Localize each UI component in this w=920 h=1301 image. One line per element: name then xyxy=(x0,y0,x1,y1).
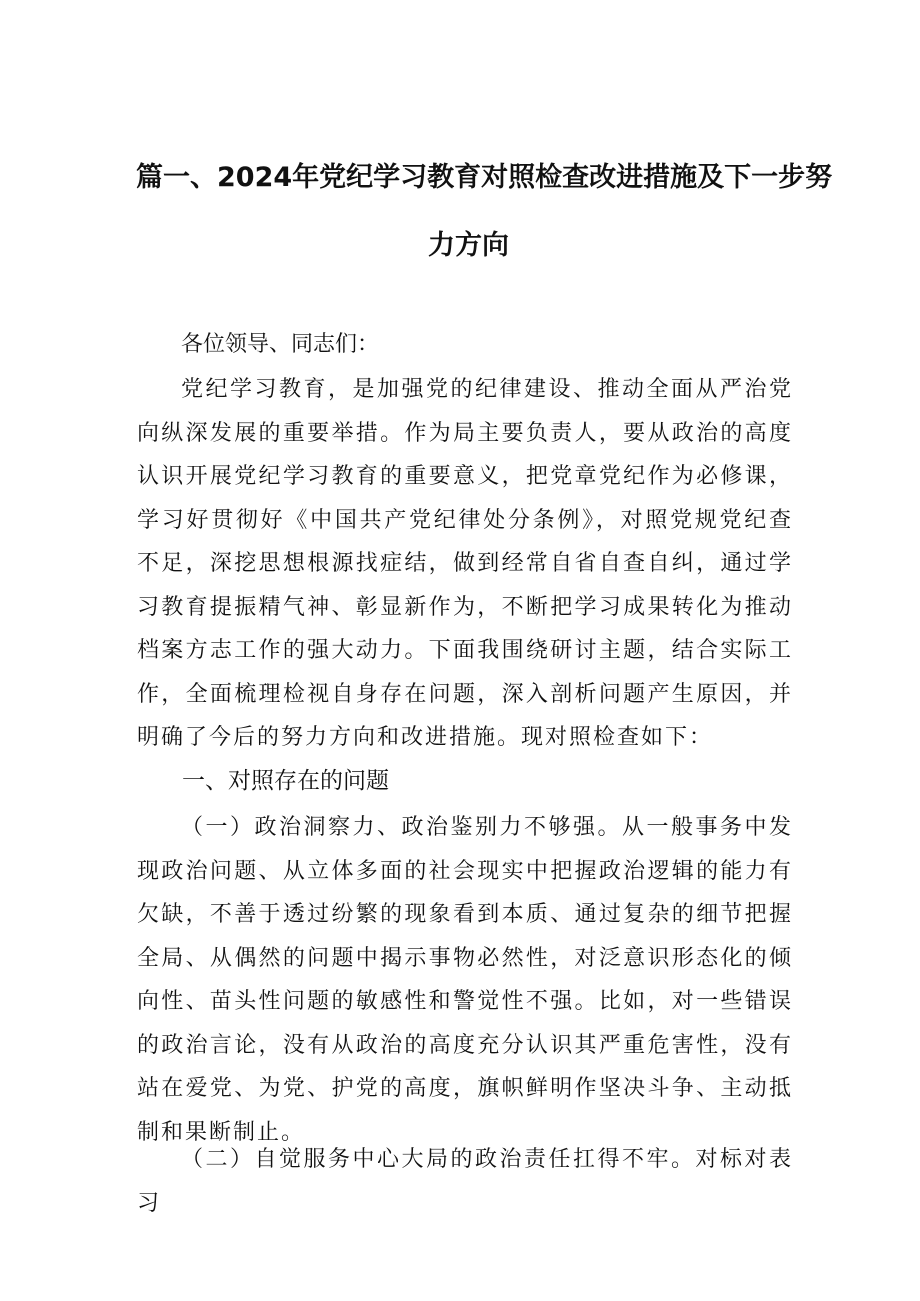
problem-paragraph-2: （二）自觉服务中心大局的政治责任扛得不牢。对标对表习 xyxy=(137,1147,793,1216)
greeting: 各位领导、同志们： xyxy=(181,332,380,357)
document-title-line1: 篇一、2024年党纪学习教育对照检查改进措施及下一步努 xyxy=(136,162,833,193)
intro-paragraph: 党纪学习教育，是加强党的纪律建设、推动全面从严治党向纵深发展的重要举措。作为局主要负责人，要从政治的高度认识开展党纪学习教育的重要意义，把党章党纪作为必修课，学习好贯彻好《中国共产党纪律处分条例》，对照党规党纪查不足，深挖思想根源找症结，做到经常自省自查自纠，通过学习教育提振精气神、彰显新作为，不断把学习成果转化为推动档案方志工作的强大动力。下面我围绕研讨主题，结合实际工作，全面梳理检视自身存在问题，深入剖析问题产生原因，并明确了今后的努力方向和改进措施。现对照检查如下： xyxy=(137,377,793,750)
problem-paragraph-1: （一）政治洞察力、政治鉴别力不够强。从一般事务中发现政治问题、从立体多面的社会现实中把握政治逻辑的能力有欠缺，不善于透过纷繁的现象看到本质、通过复杂的细节把握全局、从偶然的问题中揭示事物必然性，对泛意识形态化的倾向性、苗头性问题的敏感性和警觉性不强。比如，对一些错误的政治言论，没有从政治的高度充分认识其严重危害性，没有站在爱党、为党、护党的高度，旗帜鲜明作坚决斗争、主动抵制和果断制止。 xyxy=(137,815,793,1145)
document-title-line2: 力方向 xyxy=(428,230,509,261)
section-heading-1: 一、对照存在的问题 xyxy=(182,768,389,794)
